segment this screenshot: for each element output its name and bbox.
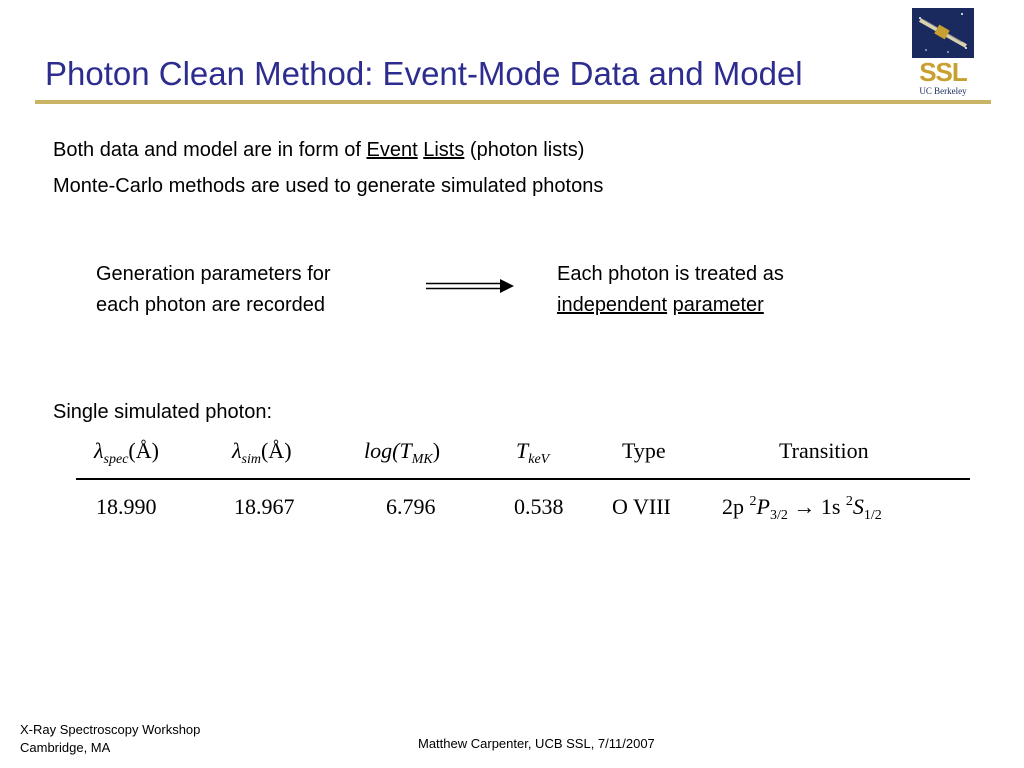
header-log-t: $\log(T_{MK})$ bbox=[364, 438, 441, 467]
value-lambda-spec: 18.990 bbox=[96, 494, 157, 519]
event-term: Event bbox=[366, 139, 418, 161]
slide-title: Photon Clean Method: Event-Mode Data and Model bbox=[45, 55, 803, 92]
flow-left-line-1: Generation parameters for bbox=[96, 263, 331, 285]
flow-left-line-2: each photon are recorded bbox=[96, 294, 326, 316]
parameter-term: parameter bbox=[672, 294, 764, 316]
intro-line-1-suffix: (photon lists) bbox=[464, 139, 585, 161]
intro-line-1 bbox=[53, 139, 584, 162]
photon-label: Single simulated photon: bbox=[53, 401, 273, 423]
ssl-logo bbox=[912, 8, 974, 96]
footer-location: Cambridge, MA bbox=[20, 740, 111, 755]
header-t-kev: $T_{keV}$ bbox=[516, 438, 550, 467]
value-t-kev: 0.538 bbox=[514, 494, 564, 519]
right-arrow-icon bbox=[426, 278, 516, 294]
logo-text: SSL bbox=[919, 57, 967, 87]
independent-term: independent bbox=[557, 294, 668, 316]
flow-right-line-2 bbox=[557, 294, 764, 317]
footer-workshop: X-Ray Spectroscopy Workshop bbox=[20, 722, 201, 737]
value-lambda-sim: 18.967 bbox=[234, 494, 295, 519]
footer-event bbox=[20, 721, 200, 757]
value-transition: 2p $^2P_{3/2} \to 1s$ $^2S_{1/2}$ bbox=[722, 494, 882, 523]
header-transition: Transition bbox=[779, 438, 869, 463]
table-divider bbox=[76, 478, 970, 480]
flow-right-line-1: Each photon is treated as bbox=[557, 263, 784, 285]
value-log-t: 6.796 bbox=[386, 494, 436, 519]
header-lambda-spec: $\lambda_{spec}(Å)$ bbox=[94, 438, 159, 467]
value-type: O VIII bbox=[612, 494, 671, 519]
title-underline bbox=[35, 100, 991, 104]
intro-line-2: Monte-Carlo methods are used to generate simulated photons bbox=[53, 175, 604, 197]
footer-author: Matthew Carpenter, UCB SSL, 7/11/2007 bbox=[418, 736, 655, 751]
header-type: Type bbox=[622, 438, 666, 463]
lists-term: Lists bbox=[423, 139, 465, 161]
header-lambda-sim: $\lambda_{sim}(Å)$ bbox=[232, 438, 292, 467]
logo-subtitle: UC Berkeley bbox=[919, 86, 967, 96]
intro-line-1-prefix: Both data and model are in form of bbox=[53, 139, 367, 161]
satellite-icon bbox=[912, 8, 974, 58]
